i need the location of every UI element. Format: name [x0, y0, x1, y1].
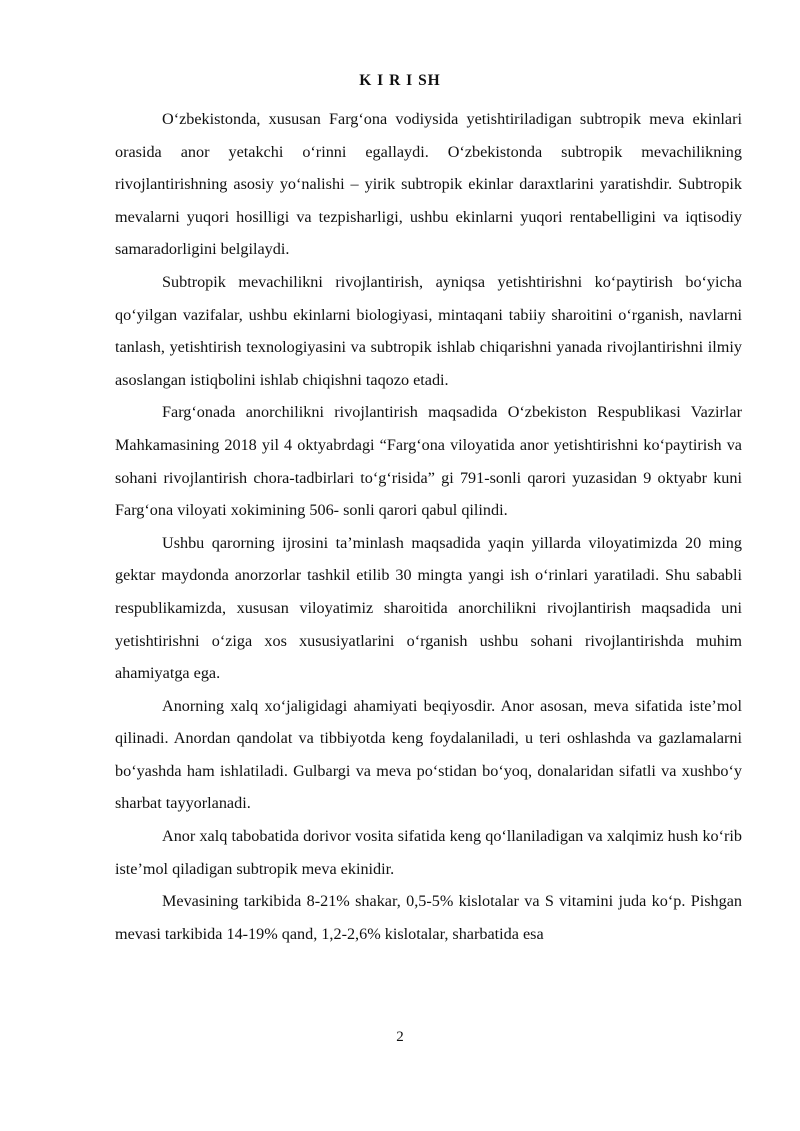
paragraph-6: Anor xalq tabobatida dorivor vosita sifatida keng qo‘llaniladigan va xalqimiz hush ko‘rib iste’mol qiladigan subtropik meva ekinidir.: [115, 827, 742, 878]
section-heading: K I R I SH: [359, 72, 441, 89]
body-text: [115, 103, 742, 950]
paragraph-7: Mevasining tarkibida 8-21% shakar, 0,5-5% kislotalar va S vitamini juda ko‘p. Pishgan mevasi tarkibida 14-19% qand, 1,2-2,6% kislotalar, sharbatida esa: [115, 892, 742, 943]
paragraph-5: Anorning xalq xo‘jaligidagi ahamiyati beqiyosdir. Anor asosan, meva sifatida iste’mol qilinadi. Anordan qandolat va tibbiyotda keng foydalaniladi, u teri oshlashda va gazlamalarni bo‘yashda ham ishlatiladi. Gulbargi va meva po‘stidan bo‘yoq, donalaridan sifatli va xushbo‘y sharbat tayyorlanadi.: [115, 696, 742, 813]
paragraph-3: Farg‘onada anorchilikni rivojlantirish maqsadida O‘zbekiston Respublikasi Vazirlar Mahkamasining 2018 yil 4 oktyabrdagi “Farg‘ona viloyatida anor yetishtirishni ko‘paytirish va sohani rivojlantirish chora-tadbirlari to‘g‘risida” gi 791-sonli qarori yuzasidan 9 oktyabr kuni Farg‘ona viloyati xokimining 506- sonli qarori qabul qilindi.: [115, 403, 742, 520]
paragraph-1: O‘zbekistonda, xususan Farg‘ona vodiysida yetishtiriladigan subtropik meva ekinlari orasida anor yetakchi o‘rinni egallaydi. O‘zbekistonda subtropik mevachilikning rivojlantirishning asosiy yo‘nalishi – yirik subtropik ekinlar daraxtlarini yaratishdir. Subtropik mevalarni yuqori hosilligi va tezpisharligi, ushbu ekinlarni yuqori rentabelligini va iqtisodiy samaradorligini belgilaydi.: [115, 110, 742, 259]
paragraph-4: Ushbu qarorning ijrosini ta’minlash maqsadida yaqin yillarda viloyatimizda 20 ming gektar maydonda anorzorlar tashkil etilib 30 mingta yangi ish o‘rinlari yaratiladi. Shu sababli respublikamizda, xususan viloyatimiz sharoitida anorchilikni rivojlantirish maqsadida uni yetishtirishni o‘ziga xos xususiyatlarini o‘rganish ushbu sohani rivojlantirishda muhim ahamiyatga ega.: [115, 533, 742, 683]
page-number: 2: [396, 1029, 404, 1045]
paragraph-2: Subtropik mevachilikni rivojlantirish, ayniqsa yetishtirishni ko‘paytirish bo‘yicha qo‘yilgan vazifalar, ushbu ekinlarni biologiyasi, mintaqani tabiiy sharoitini o‘rganish, navlarni tanlash, yetishtirish texnologiyasini va subtropik ishlab chiqarishni yanada rivojlantirishni ilmiy asoslangan istiqbolini ishlab chiqishni taqozo etadi.: [115, 272, 742, 389]
